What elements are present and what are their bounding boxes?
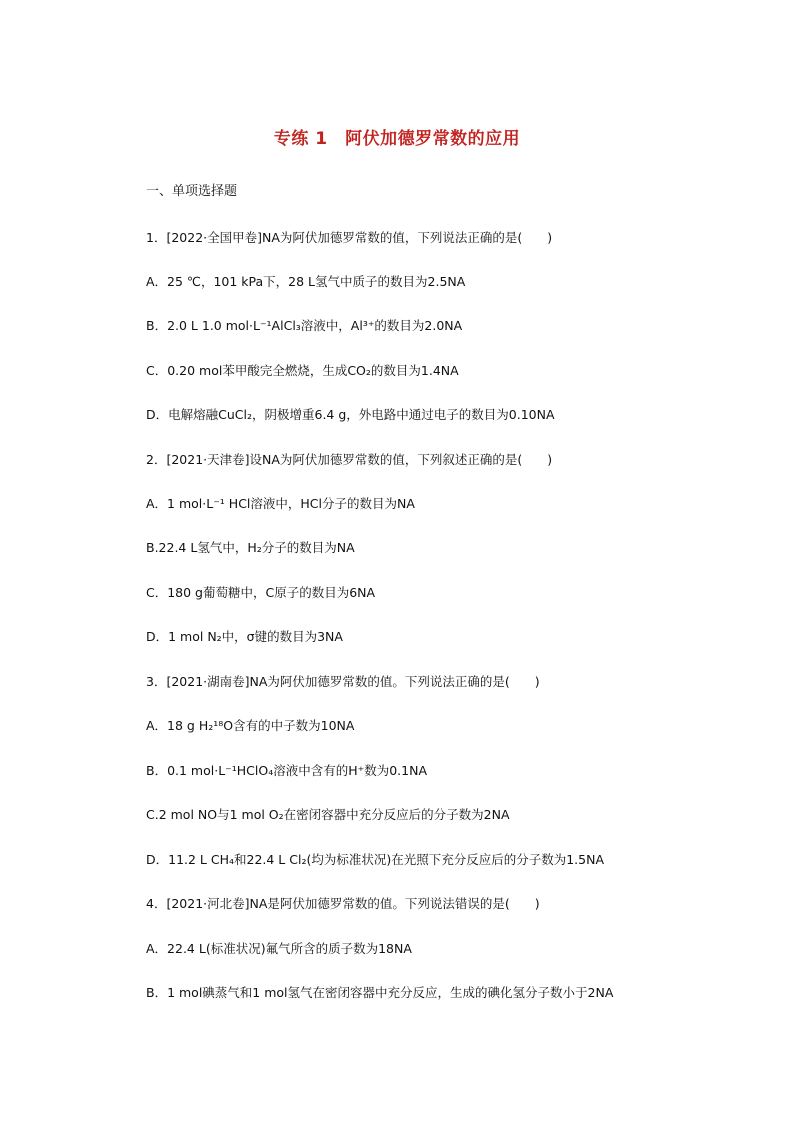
question-2-option-a: A．1 mol·L⁻¹ HCl溶液中，HCl分子的数目为NA <box>146 496 415 511</box>
question-3-option-d: D．11.2 L CH₄和22.4 L Cl₂(均为标准状况)在光照下充分反应后的分子数为1.5NA <box>146 852 604 867</box>
question-4-stem: 4．[2021·河北卷]NA是阿伏加德罗常数的值。下列说法错误的是( ) <box>146 896 540 911</box>
question-1-stem: 1．[2022·全国甲卷]NA为阿伏加德罗常数的值，下列说法正确的是( ) <box>146 230 553 245</box>
question-3-option-a: A．18 g H₂¹⁸O含有的中子数为10NA <box>146 718 355 733</box>
question-2-option-b: B.22.4 L氢气中，H₂分子的数目为NA <box>146 540 355 555</box>
question-2-option-d: D．1 mol N₂中，σ键的数目为3NA <box>146 629 343 644</box>
page-title: 专练 1 阿伏加德罗常数的应用 <box>273 129 521 149</box>
question-1-option-c: C．0.20 mol苯甲酸完全燃烧，生成CO₂的数目为1.4NA <box>146 363 459 378</box>
question-4-option-a: A．22.4 L(标准状况)氟气所含的质子数为18NA <box>146 941 412 956</box>
question-2-option-c: C．180 g葡萄糖中，C原子的数目为6NA <box>146 585 376 600</box>
question-4-option-b: B．1 mol碘蒸气和1 mol氢气在密闭容器中充分反应，生成的碘化氢分子数小于2NA <box>146 985 614 1000</box>
question-1-option-d: D．电解熔融CuCl₂，阴极增重6.4 g，外电路中通过电子的数目为0.10NA <box>146 407 555 422</box>
question-3-option-b: B．0.1 mol·L⁻¹HClO₄溶液中含有的H⁺数为0.1NA <box>146 763 428 778</box>
question-3-option-c: C.2 mol NO与1 mol O₂在密闭容器中充分反应后的分子数为2NA <box>146 807 510 822</box>
question-1-option-a: A．25 ℃，101 kPa下，28 L氢气中质子的数目为2.5NA <box>146 274 466 289</box>
question-3-stem: 3．[2021·湖南卷]NA为阿伏加德罗常数的值。下列说法正确的是( ) <box>146 674 540 689</box>
section-heading: 一、单项选择题 <box>146 184 238 199</box>
question-2-stem: 2．[2021·天津卷]设NA为阿伏加德罗常数的值，下列叙述正确的是( ) <box>146 452 553 467</box>
question-1-option-b: B．2.0 L 1.0 mol·L⁻¹AlCl₃溶液中，Al³⁺的数目为2.0NA <box>146 318 463 333</box>
